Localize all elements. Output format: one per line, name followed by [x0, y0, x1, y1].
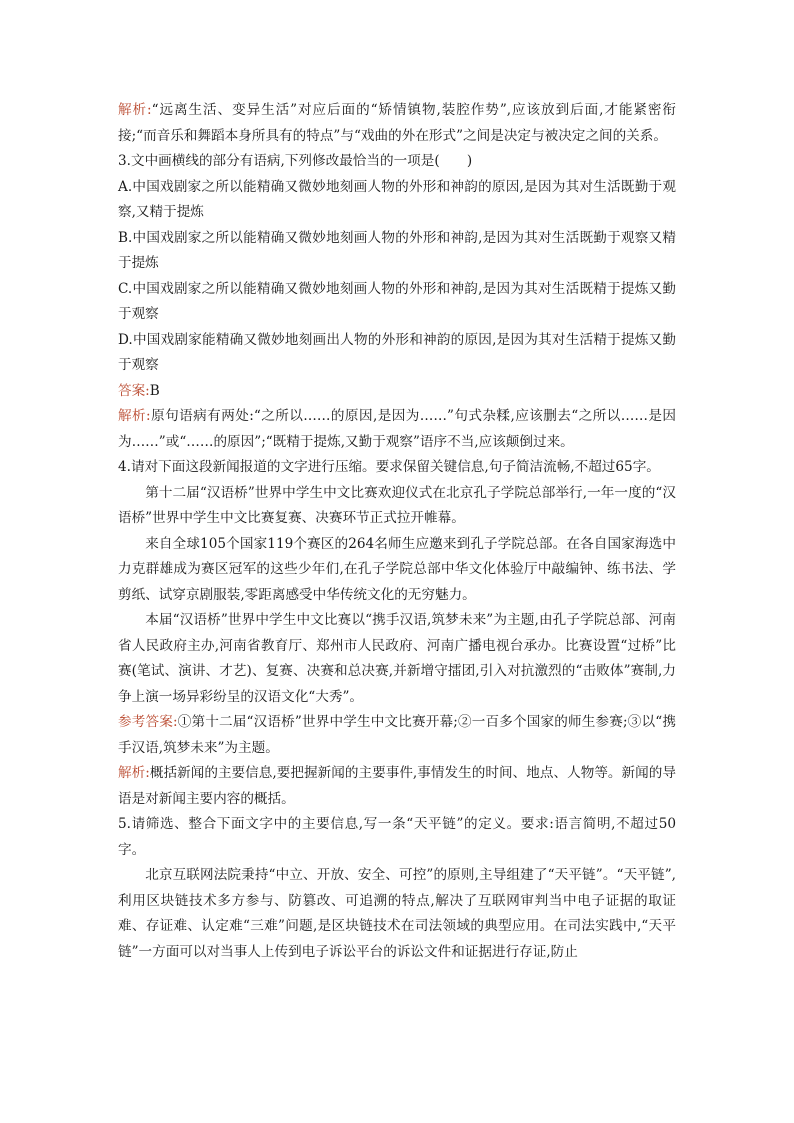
analysis-label: 解析: [118, 102, 152, 118]
q2-analysis [118, 98, 676, 149]
q5-passage-para-1: 北京互联网法院秉持“中立、开放、安全、可控”的原则,主导组建了“天平链”。“天平链”,利用区块链技术多方参与、防篡改、可追溯的特点,解决了互联网审判当中电子证据的取证难、存证难、认定难“三难”问题,是区块链技术在司法领域的典型应用。在司法实践中,“天平链”一方面可以对当事人上传到电子诉讼平台的诉讼文件和证据进行存证,防止 [118, 867, 676, 960]
answer-value: B [149, 382, 160, 399]
answer-label: 答案: [118, 382, 150, 399]
q3-stem: 3.文中画横线的部分有语病,下列修改最恰当的一项是( ) [118, 153, 473, 169]
q4-passage-para-1: 第十二届“汉语桥”世界中学生中文比赛欢迎仪式在北京孔子学院总部举行,一年一度的“汉语桥”世界中学生中文比赛复赛、决赛环节正式拉开帷幕。 [118, 484, 676, 526]
q4-answer [118, 710, 676, 761]
answer-text: ①第十二届“汉语桥”世界中学生中文比赛开幕;②一百多个国家的师生参赛;③以“携手汉语,筑梦未来”为主题。 [118, 714, 676, 756]
analysis-label: 解析: [118, 408, 151, 424]
q3-option-a: A.中国戏剧家之所以能精确又微妙地刻画人物的外形和神韵的原因,是因为其对生活既勤于观察,又精于提炼 [118, 178, 676, 220]
q3-answer [118, 379, 676, 405]
answer-label: 参考答案: [118, 714, 178, 730]
q3-analysis [118, 404, 676, 455]
q4-stem: 4.请对下面这段新闻报道的文字进行压缩。要求保留关键信息,句子简洁流畅,不超过65字。 [118, 459, 660, 475]
analysis-text: 原句语病有两处:“之所以……的原因,是因为……”句式杂糅,应该删去“之所以……是因为……”或“……的原因”;“既精于提炼,又勤于观察”语序不当,应该颠倒过来。 [118, 408, 676, 450]
q3-option-b: B.中国戏剧家之所以能精确又微妙地刻画人物的外形和神韵,是因为其对生活既勤于观察又精于提炼 [118, 229, 676, 271]
q4-passage-para-2: 来自全球105个国家119个赛区的264名师生应邀来到孔子学院总部。在各自国家海选中力克群雄成为赛区冠军的这些少年们,在孔子学院总部中华文化体验厅中敲编钟、练书法、学剪纸、试穿京剧服装,零距离感受中华传统文化的无穷魅力。 [118, 535, 676, 603]
analysis-label: 解析: [118, 765, 150, 781]
q3-option-d: D.中国戏剧家能精确又微妙地刻画出人物的外形和神韵的原因,是因为其对生活精于提炼又勤于观察 [118, 331, 676, 373]
q3-option-c: C.中国戏剧家之所以能精确又微妙地刻画人物的外形和神韵,是因为其对生活既精于提炼又勤于观察 [118, 280, 676, 322]
analysis-text: “远离生活、变异生活”对应后面的“矫情镇物,装腔作势”,应该放到后面,才能紧密衔接;“而音乐和舞蹈本身所具有的特点”与“戏曲的外在形式”之间是决定与被决定之间的关系。 [118, 102, 676, 144]
analysis-text: 概括新闻的主要信息,要把握新闻的主要事件,事情发生的时间、地点、人物等。新闻的导语是对新闻主要内容的概括。 [118, 765, 676, 807]
q4-passage-para-3: 本届“汉语桥”世界中学生中文比赛以“携手汉语,筑梦未来”为主题,由孔子学院总部、河南省人民政府主办,河南省教育厅、郑州市人民政府、河南广播电视台承办。比赛设置“过桥”比赛(笔试、演讲、才艺)、复赛、决赛和总决赛,并新增守擂团,引入对抗激烈的“击败体”赛制,力争上演一场异彩纷呈的汉语文化“大秀”。 [118, 612, 676, 705]
q5-stem: 5.请筛选、整合下面文字中的主要信息,写一条“天平链”的定义。要求:语言简明,不超过50字。 [118, 816, 676, 858]
q4-analysis [118, 761, 676, 812]
